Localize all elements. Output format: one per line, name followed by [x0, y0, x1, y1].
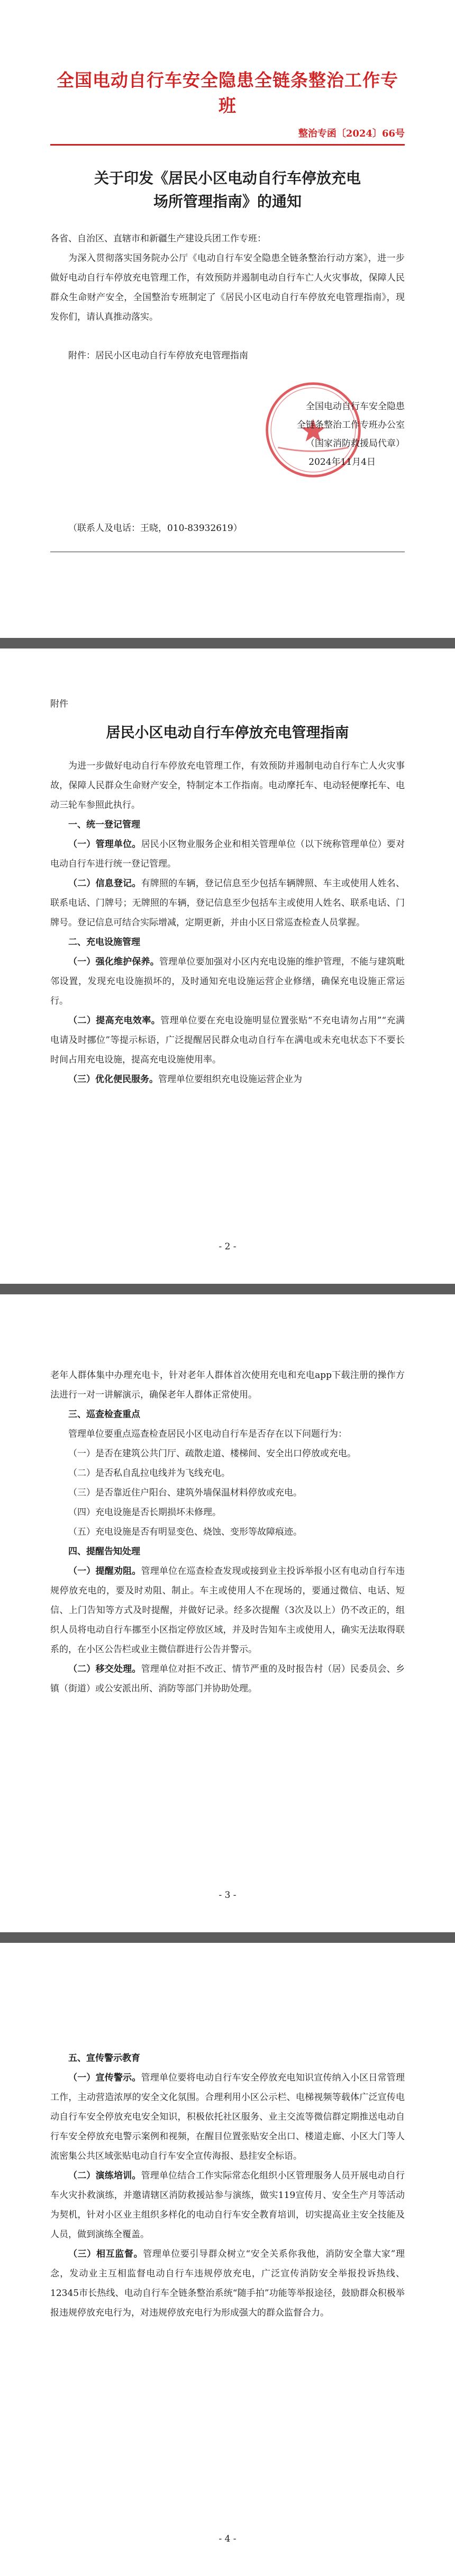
header-banner: 全国电动自行车安全隐患全链条整治工作专班 [57, 70, 398, 116]
page-number: - 2 - [219, 1241, 236, 1252]
check-item: （一）是否在建筑公共门厅、疏散走道、楼梯间、安全出口停放或充电。 [68, 1448, 356, 1459]
continued-paragraph: 老年人群体集中办理充电卡，针对老年人群体首次使用充电和充电app下载注册的操作方法进行一对一讲解演示，确保老年人群体正常使用。 [50, 1370, 405, 1400]
paragraph: 管理单位要重点巡查检查居民小区电动自行车是否存在以下问题行为： [68, 1429, 347, 1439]
paragraph-text: 管理单位要组织充电设施运营企业为 [158, 1074, 302, 1085]
paragraph [50, 2245, 405, 2323]
paragraph-lead: （二）演练培训。 [68, 2170, 141, 2181]
paragraph [50, 1070, 405, 1089]
red-divider [50, 144, 405, 146]
signer-line-3: （国家消防救援局代章） [306, 438, 405, 449]
paragraph-text: 管理单位要加强对小区内充电设施的维护管理，不能与建筑毗邻设置，发现充电设施损坏的，及时通知充电设施运营企业修缮，确保充电设施正常运行。 [50, 957, 405, 1006]
page-3 [0, 1294, 455, 1932]
attachment-line: 附件：居民小区电动自行车停放充电管理指南 [68, 350, 248, 361]
recipient-address: 各省、自治区、直辖市和新疆生产建设兵团工作专班： [50, 233, 266, 244]
section-heading-4: 四、提醒告知处理 [68, 1546, 140, 1557]
paragraph-text: 有牌照的车辆，登记信息至少包括车辆牌照、车主或使用人姓名、联系电话、门牌号；无牌照的车辆，登记信息至少包括车主或使用人姓名、联系电话、门牌号。登记信息可结合实际增减，定期更新，并由小区日常巡查检查人员掌握。 [50, 878, 405, 928]
paragraph-lead: （一）强化维护保养。 [68, 957, 159, 967]
notice-title-line-2: 场所管理指南》的通知 [153, 193, 302, 210]
paragraph-text: 管理单位在巡查检查发现或接到业主投诉举报小区有电动自行车违规停放充电的，要及时劝阻、制止。车主或使用人不在现场的，要通过微信、电话、短信、上门告知等方式及时提醒，并做好记录。经多次提醒（3次及以上）仍不改正的，组织人员将电动自行车挪至小区指定停放区域，并及时告知车主或使用人，确实无法取得联系的，在小区公告栏或业主微信群进行公告并警示。 [50, 1566, 405, 1655]
document-number: 整治专函〔2024〕66号 [298, 128, 405, 139]
paragraph [50, 1660, 405, 1699]
paragraph-lead: （一）提醒劝阻。 [68, 1566, 141, 1577]
paragraph-lead: （一）管理单位。 [68, 839, 141, 850]
paragraph-lead: （一）宣传警示。 [68, 2073, 141, 2083]
section-heading-1: 一、统一登记管理 [68, 819, 140, 830]
paragraph-text: 管理单位对拒不改正、情节严重的及时报告村（居）民委员会、乡镇（街道）或公安派出所、消防等部门并协助处理。 [50, 1664, 405, 1694]
page-number: - 3 - [219, 1890, 236, 1901]
paragraph [50, 2068, 405, 2166]
paragraph-lead: （三）优化便民服务。 [68, 1074, 158, 1085]
paragraph [50, 2166, 405, 2245]
check-item: （四）充电设施是否长期损坏未修理。 [68, 1507, 221, 1518]
paragraph-lead: （三）相互监督。 [68, 2249, 143, 2259]
paragraph [50, 952, 405, 1011]
paragraph-text: 管理单位要将电动自行车安全停放充电知识宣传纳入小区日常管理工作，主动营造浓厚的安全文化氛围。合理利用小区公示栏、电梯视频等载体广泛宣传电动自行车安全停放充电安全知识，积极依托社区服务、业主交流等微信群定期推送电动自行车安全停放充电警示案例和视频，在醒目位置张贴安全出口、楼道走廊、小区大门等人流密集公共区域张贴电动自行车安全宣传海报、悬挂安全标语。 [50, 2073, 405, 2161]
page-number: - 4 - [219, 2534, 236, 2544]
guide-intro: 为进一步做好电动自行车停放充电管理工作，有效预防并遏制电动自行车亡人火灾事故，保障人民群众生命财产安全，特制定本工作指南。电动摩托车、电动轻便摩托车、电动三轮车参照此执行。 [50, 761, 405, 810]
paragraph-text: 居民小区物业服务企业和相关管理单位（以下统称管理单位）要对电动自行车进行统一登记管理。 [50, 839, 405, 869]
paragraph-lead: （二）移交处理。 [68, 1664, 141, 1674]
check-item: （五）充电设施是否有明显变色、烧蚀、变形等故障痕迹。 [68, 1527, 302, 1537]
contact-info: （联系人及电话：王晓，010-83932619） [68, 523, 242, 534]
attachment-label: 附件 [50, 699, 68, 709]
paragraph [50, 1562, 405, 1660]
check-item: （二）是否私自乱拉电线并为飞线充电。 [68, 1468, 230, 1479]
signer-line-1: 全国电动自行车安全隐患 [306, 401, 405, 412]
guide-title: 居民小区电动自行车停放充电管理指南 [106, 725, 349, 741]
notice-body: 为深入贯彻落实国务院办公厅《电动自行车安全隐患全链条整治行动方案》，进一步做好电动自行车停放充电管理工作，有效预防并遏制电动自行车亡人火灾事故，保障人民群众生命财产安全，全国整治专班制定了《居民小区电动自行车停放充电管理指南》，现发你们，请认真推动落实。 [50, 253, 405, 322]
paragraph-lead: （二）信息登记。 [68, 878, 141, 889]
check-item: （三）是否靠近住户阳台、建筑外墙保温材料停放或充电。 [68, 1488, 302, 1498]
issue-date: 2024年11月4日 [308, 457, 376, 467]
section-heading-2: 二、充电设施管理 [68, 937, 140, 948]
page-1 [0, 0, 455, 638]
notice-title [50, 167, 405, 213]
paragraph-lead: （二）提高充电效率。 [68, 1015, 161, 1026]
page-4 [0, 1943, 455, 2576]
paragraph-text: 管理单位结合工作实际常态化组织小区管理服务人员开展电动自行车火灾扑救演练，并邀请辖区消防救援站参与演练，做实119宣传月、安全生产月等活动为契机，针对小区业主组织多样化的电动自行车安全教育培训，切实提高业主安全技能及人员，做到演练全覆盖。 [50, 2170, 405, 2240]
paragraph [50, 1011, 405, 1070]
paragraph [50, 874, 405, 933]
paragraph-text: 管理单位要在充电设施明显位置张贴“不充电请勿占用”“充满电请及时挪位”等提示标语，广泛提醒居民群众电动自行车在满电或未充电状态下不要长时间占用充电设施，提高充电设施使用率。 [50, 1015, 405, 1065]
paragraph [50, 835, 405, 874]
paragraph-text: 管理单位要引导群众树立“安全关系你我他，消防安全靠大家”理念，发动业主互相监督电动自行车违规停放充电，广泛宣传消防安全举报投诉热线、12345市长热线、电动自行车全链条整治系统“随手拍”功能等举报途径，鼓励群众积极举报违规停放充电行为，对违规停放充电行为形成强大的群众监督合力。 [50, 2249, 405, 2318]
section-heading-5: 五、宣传警示教育 [68, 2053, 140, 2064]
signer-line-2: 全链条整治工作专班办公室 [297, 420, 405, 430]
section-heading-3: 三、巡查检查重点 [68, 1409, 140, 1420]
page-2 [0, 648, 455, 1284]
signature-block [50, 398, 405, 472]
notice-title-line-1: 关于印发《居民小区电动自行车停放充电 [94, 169, 361, 187]
